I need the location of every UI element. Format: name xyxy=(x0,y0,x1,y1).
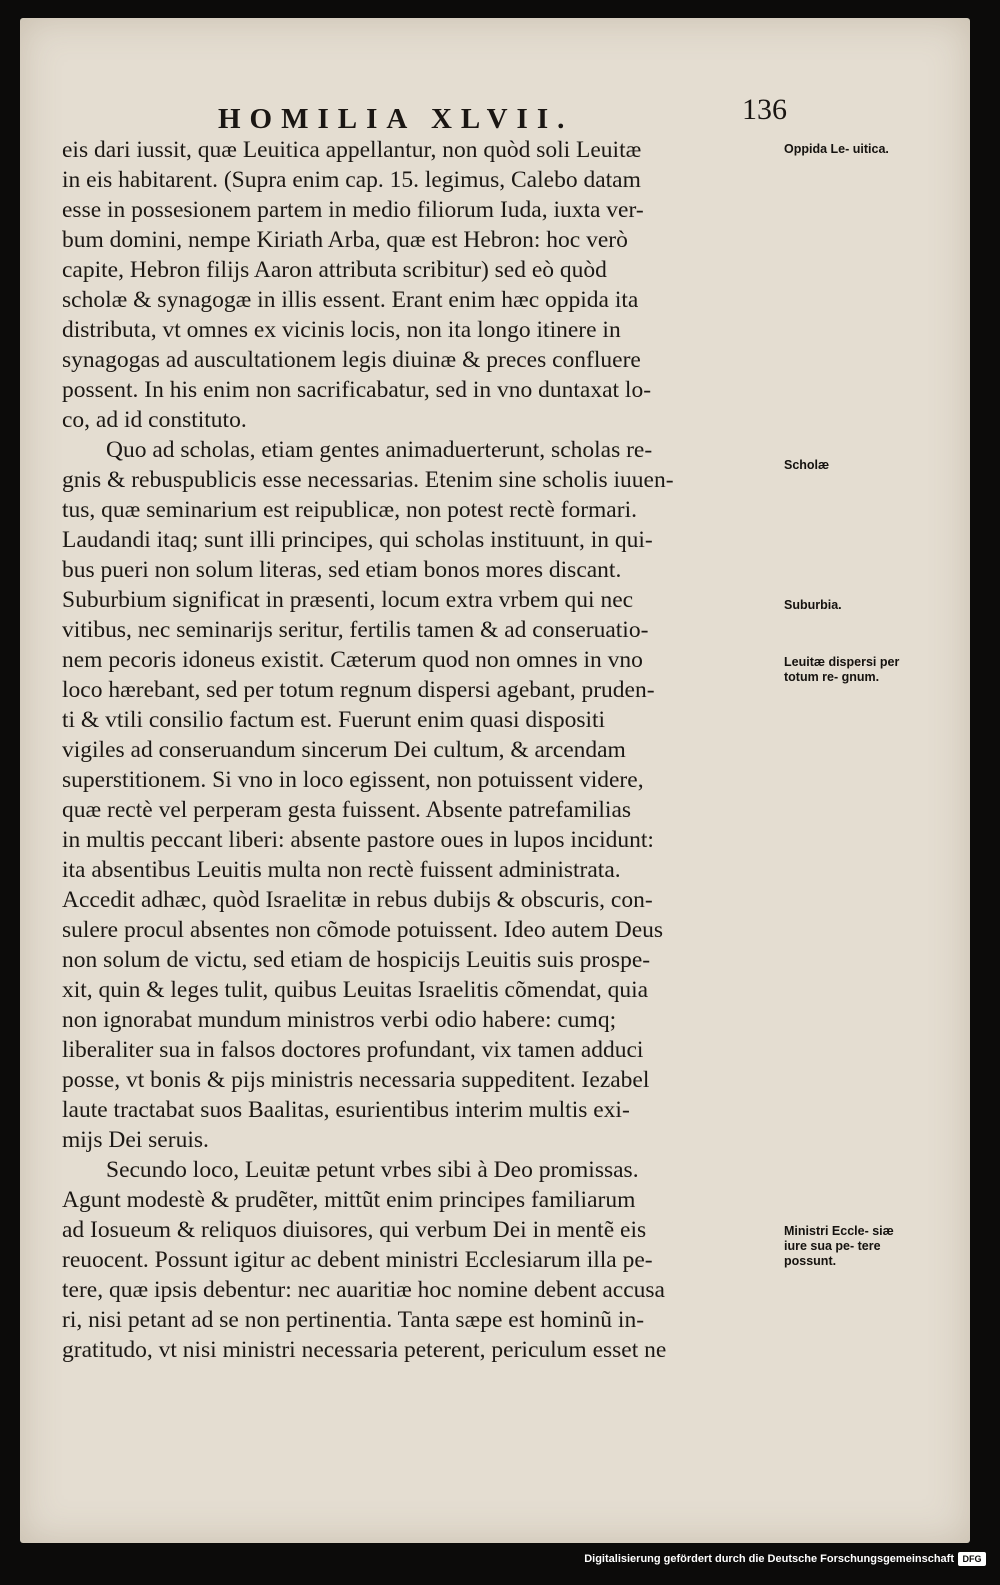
text-line: vitibus, nec seminarijs seritur, fertilis tamen & ad conseruatio- xyxy=(62,617,649,643)
marginal-note-suburbia: Suburbia. xyxy=(784,598,842,612)
text-line: non solum de victu, sed etiam de hospicijs Leuitis suis prospe- xyxy=(62,947,651,973)
text-line: distributa, vt omnes ex vicinis locis, non ita longo itinere in xyxy=(62,317,621,343)
text-line: non ignorabat mundum ministros verbi odio habere: cumq; xyxy=(62,1007,617,1033)
text-line: reuocent. Possunt igitur ac debent ministri Ecclesiarum illa pe- xyxy=(62,1247,653,1273)
text-line: vigiles ad conseruandum sincerum Dei cultum, & arcendam xyxy=(62,737,626,763)
paragraph-1 xyxy=(62,135,790,435)
text-line: ad Iosueum & reliquos diuisores, qui verbum Dei in mentẽ eis xyxy=(62,1217,647,1243)
text-line: Laudandi itaq; sunt illi principes, qui scholas instituunt, in qui- xyxy=(62,527,653,553)
text-line: ti & vtili consilio factum est. Fuerunt enim quasi dispositi xyxy=(62,707,606,733)
dfg-logo: DFG xyxy=(958,1552,986,1566)
page-number: 136 xyxy=(742,93,787,126)
text-line: liberaliter sua in falsos doctores profundant, vix tamen adduci xyxy=(62,1037,644,1063)
text-line: superstitionem. Si vno in loco egissent, non potuissent videre, xyxy=(62,767,644,793)
text-line: synagogas ad auscultationem legis diuinæ & preces confluere xyxy=(62,347,641,373)
text-line: sulere procul absentes non cõmode potuissent. Ideo autem Deus xyxy=(62,917,664,943)
text-line: capite, Hebron filijs Aaron attributa scribitur) sed eò quòd xyxy=(62,257,607,283)
text-line: bum domini, nempe Kiriath Arba, quæ est Hebron: hoc verò xyxy=(62,227,628,253)
text-line: loco hærebant, sed per totum regnum dispersi agebant, pruden- xyxy=(62,677,655,703)
text-line: Quo ad scholas, etiam gentes animaduerterunt, scholas re- xyxy=(106,437,653,463)
text-line: mijs Dei seruis. xyxy=(62,1127,209,1153)
text-line: Agunt modestè & prudẽter, mittũt enim principes familiarum xyxy=(62,1187,636,1213)
text-line: gnis & rebuspublicis esse necessarias. Etenim sine scholis iuuen- xyxy=(62,467,674,493)
text-line: tere, quæ ipsis debentur: nec auaritiæ hoc nomine debent accusa xyxy=(62,1277,665,1303)
marginal-note-leuitae-dispersi: Leuitæ dispersi per totum re- gnum. xyxy=(784,655,900,684)
text-line: Accedit adhæc, quòd Israelitæ in rebus dubijs & obscuris, con- xyxy=(62,887,653,913)
text-line: in eis habitarent. (Supra enim cap. 15. legimus, Calebo datam xyxy=(62,167,641,193)
main-text xyxy=(62,135,790,1365)
text-line: bus pueri non solum literas, sed etiam bonos mores discant. xyxy=(62,557,622,583)
marginal-note-ministri-ecclesiae: Ministri Eccle- siæ iure sua pe- tere possunt. xyxy=(784,1224,894,1268)
text-line: Secundo loco, Leuitæ petunt vrbes sibi à Deo promissas. xyxy=(106,1157,639,1183)
text-line: ita absentibus Leuitis multa non rectè fuissent administrata. xyxy=(62,857,621,883)
paragraph-2 xyxy=(62,435,790,1155)
text-line: ri, nisi petant ad se non pertinentia. Tanta sæpe est hominũ in- xyxy=(62,1307,645,1333)
text-line: quæ rectè vel perperam gesta fuissent. Absente patrefamilias xyxy=(62,797,632,823)
marginal-note-scholae: Scholæ xyxy=(784,458,830,472)
text-line: in multis peccant liberi: absente pastore oues in lupos incidunt: xyxy=(62,827,654,853)
text-line: possent. In his enim non sacrificabatur, sed in vno duntaxat lo- xyxy=(62,377,652,403)
funding-note: Digitalisierung gefördert durch die Deutsche Forschungsgemeinschaft xyxy=(584,1553,954,1565)
text-line: gratitudo, vt nisi ministri necessaria peterent, periculum esset ne xyxy=(62,1337,667,1363)
running-head: HOMILIA XLVII. xyxy=(218,103,574,135)
text-line: esse in possesionem partem in medio filiorum Iuda, iuxta ver- xyxy=(62,197,644,223)
text-line: Suburbium significat in præsenti, locum extra vrbem qui nec xyxy=(62,587,634,613)
text-line: nem pecoris idoneus existit. Cæterum quod non omnes in vno xyxy=(62,647,643,673)
text-line: scholæ & synagogæ in illis essent. Erant enim hæc oppida ita xyxy=(62,287,639,313)
text-line: xit, quin & leges tulit, quibus Leuitas Israelitis cõmendat, quia xyxy=(62,977,649,1003)
paragraph-3 xyxy=(62,1155,790,1365)
text-line: laute tractabat suos Baalitas, esurientibus interim multis exi- xyxy=(62,1097,630,1123)
text-line: co, ad id constituto. xyxy=(62,407,247,433)
text-line: eis dari iussit, quæ Leuitica appellantur, non quòd soli Leuitæ xyxy=(62,137,642,163)
text-line: tus, quæ seminarium est reipublicæ, non potest rectè formari. xyxy=(62,497,637,523)
marginal-note-oppida-leuitica: Oppida Le- uitica. xyxy=(784,142,889,156)
text-line: posse, vt bonis & pijs ministris necessaria suppeditent. Iezabel xyxy=(62,1067,650,1093)
